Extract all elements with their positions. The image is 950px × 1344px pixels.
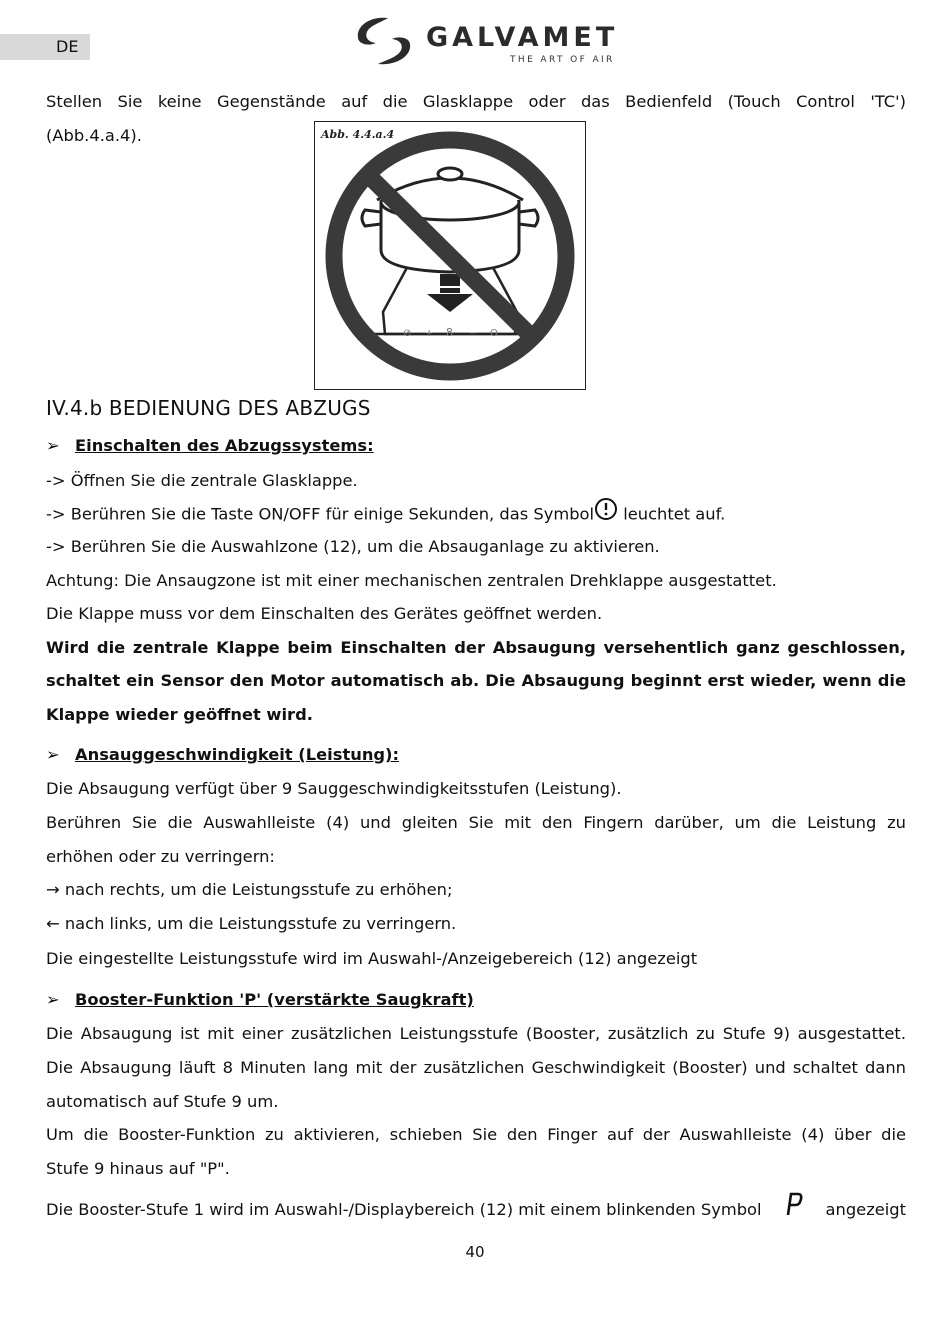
text-line: ← nach links, um die Leistungsstufe zu verringern. — [46, 914, 457, 933]
logo-swirl-icon — [352, 12, 422, 70]
intro-line-1: Stellen Sie keine Gegenstände auf die Glasklappe oder das Bedienfeld (Touch Control 'TC') — [46, 92, 906, 111]
panel-symbol: + — [425, 328, 434, 339]
text-line: Die eingestellte Leistungsstufe wird im Auswahl-/Anzeigebereich (12) angezeigt — [46, 949, 698, 968]
intro-line-2: (Abb.4.a.4). — [46, 126, 142, 145]
subsection-title-booster: ➢ Booster-Funktion 'P' (verstärkte Saugkraft) — [46, 990, 474, 1009]
subsection-title-suction-speed: ➢ Ansauggeschwindigkeit (Leistung): — [46, 745, 400, 764]
text-line: Die Klappe muss vor dem Einschalten des Gerätes geöffnet werden. — [46, 604, 603, 623]
figure-label: Abb. 4.4.a.4 — [321, 128, 395, 141]
text-line: Die Absaugung verfügt über 9 Sauggeschwindigkeitsstufen (Leistung). — [46, 779, 622, 798]
figure-no-objects-on-panel — [314, 121, 586, 390]
subsection-title-switch-on: ➢ Einschalten des Abzugssystems: — [46, 436, 374, 455]
brand-tagline: THE ART OF AIR — [510, 55, 615, 65]
bullet-arrow-icon: ➢ — [46, 990, 60, 1009]
text-line: -> Berühren Sie die Taste ON/OFF für einige Sekunden, das Symbol leuchtet auf. — [46, 497, 906, 533]
panel-symbol: 8 — [446, 326, 453, 339]
warning-line: schaltet ein Sensor den Motor automatisch ab. Die Absaugung beginnt erst wieder, wenn die — [46, 671, 906, 690]
bullet-arrow-icon: ➢ — [46, 436, 60, 455]
booster-p-symbol-icon — [784, 1191, 804, 1229]
text-line: -> Berühren Sie die Auswahlzone (12), um die Absauganlage zu aktivieren. — [46, 537, 660, 556]
galvamet-logo — [352, 12, 627, 70]
text-line: → nach rechts, um die Leistungsstufe zu erhöhen; — [46, 880, 453, 899]
panel-symbol: − — [469, 328, 478, 339]
text-line: Die Booster-Stufe 1 wird im Auswahl-/Displaybereich (12) mit einem blinkenden Symbol angezeigt — [46, 1191, 906, 1229]
text-line: erhöhen oder zu verringern: — [46, 847, 275, 866]
prohibition-pot-illustration — [315, 122, 585, 389]
panel-symbol: O — [490, 328, 498, 339]
page-number: 40 — [465, 1243, 485, 1261]
bullet-arrow-icon: ➢ — [46, 745, 60, 764]
text-line: Stufe 9 hinaus auf "P". — [46, 1159, 230, 1178]
language-tab: DE — [0, 34, 90, 60]
text-line: Berühren Sie die Auswahlleiste (4) und gleiten Sie mit den Fingern darüber, um die Leistung zu — [46, 813, 906, 832]
panel-symbol: ⊘ — [403, 328, 412, 339]
brand-name: GALVAMET — [426, 22, 619, 53]
text-line: automatisch auf Stufe 9 um. — [46, 1092, 279, 1111]
text-line: -> Öffnen Sie die zentrale Glasklappe. — [46, 471, 358, 490]
power-symbol-icon — [594, 497, 618, 533]
text-line: Achtung: Die Ansaugzone ist mit einer mechanischen zentralen Drehklappe ausgestattet. — [46, 571, 777, 590]
text-line: Die Absaugung läuft 8 Minuten lang mit der zusätzlichen Geschwindigkeit (Booster) und schaltet dann — [46, 1058, 906, 1077]
text-line: Die Absaugung ist mit einer zusätzlichen Leistungsstufe (Booster, zusätzlich zu Stufe 9) ausgestattet. — [46, 1024, 906, 1043]
section-heading: IV.4.b BEDIENUNG DES ABZUGS — [46, 396, 371, 420]
text-line: Um die Booster-Funktion zu aktivieren, schieben Sie den Finger auf der Auswahlleiste (4) über die — [46, 1125, 906, 1144]
warning-line: Wird die zentrale Klappe beim Einschalten der Absaugung versehentlich ganz geschlossen, — [46, 638, 906, 657]
warning-line: Klappe wieder geöffnet wird. — [46, 705, 313, 724]
